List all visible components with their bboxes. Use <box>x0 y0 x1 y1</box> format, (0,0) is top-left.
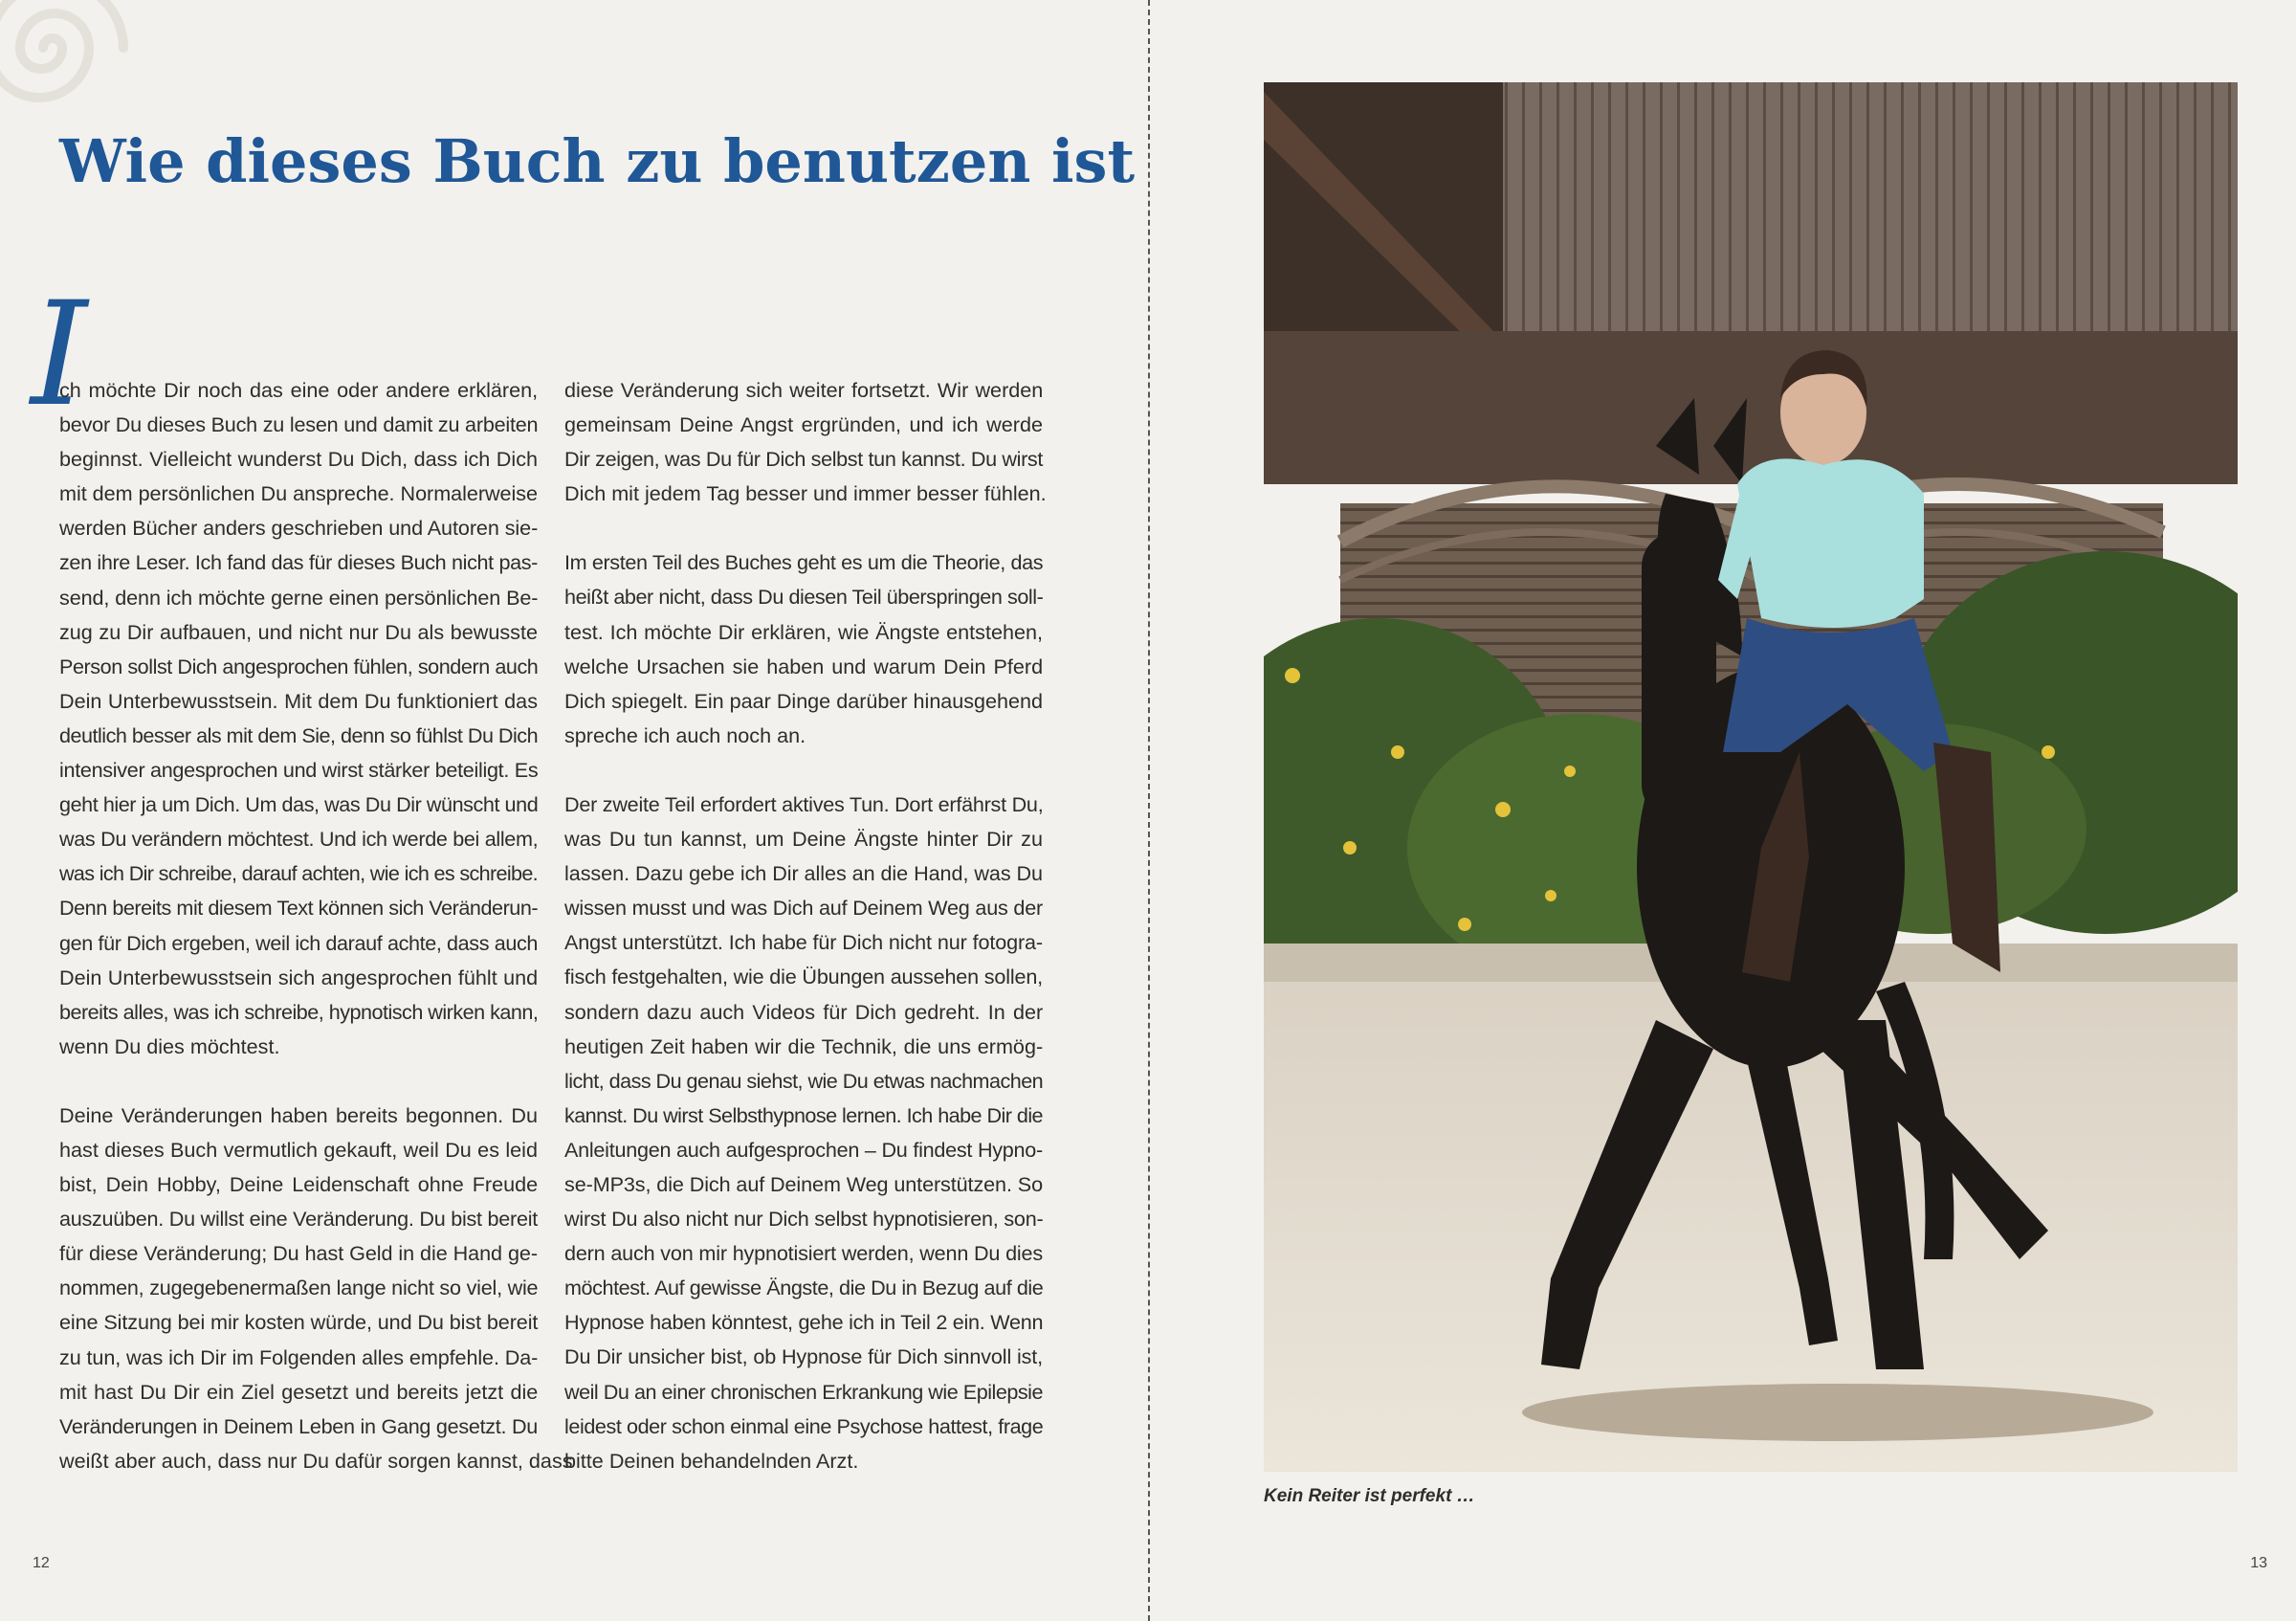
photo-caption: Kein Reiter ist perfekt … <box>1264 1486 1475 1506</box>
text-line: möchtest. Auf gewisse Ängste, die Du in Bezug auf die <box>564 1276 1044 1300</box>
text-line: eine Sitzung bei mir kosten würde, und Du bist bereit <box>59 1310 539 1335</box>
text-line: dern auch von mir hypnotisiert werden, wenn Du dies <box>564 1241 1043 1266</box>
rider-photo <box>1264 82 2238 1472</box>
text-line: kannst. Du wirst Selbsthypnose lernen. Ich habe Dir die <box>564 1102 1043 1127</box>
page-number-right: 13 <box>2250 1555 2267 1571</box>
text-line: heißt aber nicht, dass Du diesen Teil überspringen soll- <box>564 585 1044 610</box>
text-line: Dein Unterbewusstsein sich angesprochen fühlt und <box>59 965 539 989</box>
text-line: bereits alles, was ich schreibe, hypnotisch wirken kann, <box>59 999 539 1024</box>
text-line: diese Veränderung sich weiter fortsetzt. Wir werden <box>564 378 1044 402</box>
text-line: welche Ursachen sie haben und warum Dein Pferd <box>564 654 1044 678</box>
text-line: was Du verändern möchtest. Und ich werde bei allem, <box>59 827 539 852</box>
text-line: für diese Veränderung; Du hast Geld in die Hand ge- <box>59 1241 538 1266</box>
text-line: wirst Du also nicht nur Dich selbst hypnotisieren, son- <box>564 1207 1044 1232</box>
gutter-fold-line <box>1148 0 1150 1621</box>
text-line: mit dem persönlichen Du anspreche. Normalerweise <box>59 481 538 506</box>
text-line: mit hast Du Dir ein Ziel gesetzt und bereits jetzt die <box>59 1379 539 1404</box>
text-line: Dich spiegelt. Ein paar Dinge darüber hinausgehend <box>564 688 1043 713</box>
text-line: fisch festgehalten, wie die Übungen aussehen sollen, <box>564 965 1043 989</box>
text-line: nommen, zugegebenermaßen lange nicht so viel, wie <box>59 1276 539 1300</box>
text-column-1 <box>59 373 573 1513</box>
text-line: bist, Dein Hobby, Deine Leidenschaft ohne Freude <box>59 1172 539 1197</box>
text-line: werden Bücher anders geschrieben und Autoren sie- <box>59 516 539 541</box>
text-line: deutlich besser als mit dem Sie, denn so fühlst Du Dich <box>59 722 539 747</box>
text-line: sondern dazu auch Videos für Dich gedreht. In der <box>564 999 1044 1024</box>
text-line: Der zweite Teil erfordert aktives Tun. Dort erfährst Du, <box>564 791 1044 816</box>
text-line: weil Du an einer chronischen Erkrankung wie Epilepsie <box>564 1379 1043 1404</box>
text-line: heutigen Zeit haben wir die Technik, die uns ermög- <box>564 1033 1044 1058</box>
text-line: hast dieses Buch vermutlich gekauft, weil Du es leid <box>59 1137 538 1162</box>
body-paragraph <box>564 373 1047 511</box>
text-line: zug zu Dir aufbauen, und nicht nur Du als bewusste <box>59 619 538 644</box>
text-line: beginnst. Vielleicht wunderst Du Dich, dass ich Dich <box>59 447 538 472</box>
text-line: gemeinsam Deine Angst ergründen, und ich werde <box>564 412 1043 437</box>
text-line: bevor Du dieses Buch zu lesen und damit zu arbeiten <box>59 412 539 437</box>
text-line: Angst unterstützt. Ich habe für Dich nicht nur fotogra- <box>564 930 1043 955</box>
text-line: se-MP3s, die Dich auf Deinem Weg unterstützen. So <box>564 1171 1043 1196</box>
page-title: Wie dieses Buch zu benutzen ist <box>59 126 1136 196</box>
page-number-left: 12 <box>33 1555 50 1571</box>
text-line: Dein Unterbewusstsein. Mit dem Du funktioniert das <box>59 688 538 713</box>
text-line: Deine Veränderungen haben bereits begonnen. Du <box>59 1102 538 1127</box>
text-line: intensiver angesprochen und wirst stärker beteiligt. Es <box>59 758 539 783</box>
text-line: lassen. Dazu gebe ich Dir alles an die Hand, was Du <box>564 861 1043 886</box>
text-line: Person sollst Dich angesprochen fühlen, sondern auch <box>59 654 539 678</box>
body-paragraph <box>59 1099 573 1478</box>
right-page <box>1151 0 2296 1621</box>
text-line: licht, dass Du genau siehst, wie Du etwas nachmachen <box>564 1068 1044 1093</box>
text-column-2 <box>564 373 1047 1513</box>
text-line: bitte Deinen behandelnden Arzt. <box>564 1448 859 1473</box>
text-line: Dich mit jedem Tag besser und immer besser fühlen. <box>564 481 1047 506</box>
text-line: gen für Dich ergeben, weil ich darauf achte, dass auch <box>59 930 538 955</box>
text-line: was ich Dir schreibe, darauf achten, wie ich es schreibe. <box>59 861 538 886</box>
text-line: wenn Du dies möchtest. <box>59 1033 280 1058</box>
text-line: leidest oder schon einmal eine Psychose hattest, frage <box>564 1413 1044 1438</box>
body-paragraph <box>59 373 538 1064</box>
text-line: weißt aber auch, dass nur Du dafür sorgen kannst, dass <box>59 1448 573 1473</box>
text-line: ch möchte Dir noch das eine oder andere erklären, <box>59 378 539 402</box>
text-line: zu tun, was ich Dir im Folgenden alles empfehle. Da- <box>59 1344 539 1369</box>
text-line: Veränderungen in Deinem Leben in Gang gesetzt. Du <box>59 1413 538 1438</box>
text-line: spreche ich auch noch an. <box>564 722 806 747</box>
text-line: Dir zeigen, was Du für Dich selbst tun kannst. Du wirst <box>564 447 1043 472</box>
text-line: geht hier ja um Dich. Um das, was Du Dir wünscht und <box>59 792 539 817</box>
text-line: send, denn ich möchte gerne einen persönlichen Be- <box>59 585 539 610</box>
text-line: was Du tun kannst, um Deine Ängste hinter Dir zu <box>564 827 1043 852</box>
text-line: zen ihre Leser. Ich fand das für dieses Buch nicht pas- <box>59 550 538 575</box>
text-line: auszuüben. Du willst eine Veränderung. Du bist bereit <box>59 1207 538 1232</box>
text-line: Im ersten Teil des Buches geht es um die Theorie, das <box>564 550 1044 575</box>
drop-cap: I <box>31 272 88 438</box>
text-line: Du Dir unsicher bist, ob Hypnose für Dich sinnvoll ist, <box>564 1344 1043 1369</box>
text-line: Anleitungen auch aufgesprochen – Du findest Hypno- <box>564 1137 1043 1162</box>
body-paragraph <box>564 788 1043 1478</box>
decorative-swirl-icon <box>0 0 144 129</box>
text-line: Denn bereits mit diesem Text können sich Veränderun- <box>59 896 539 921</box>
text-line: Hypnose haben könntest, gehe ich in Teil 2 ein. Wenn <box>564 1310 1044 1335</box>
text-line: test. Ich möchte Dir erklären, wie Ängste entstehen, <box>564 619 1043 644</box>
body-paragraph <box>564 545 1043 753</box>
text-line: wissen musst und was Dich auf Deinem Weg aus der <box>564 896 1043 921</box>
